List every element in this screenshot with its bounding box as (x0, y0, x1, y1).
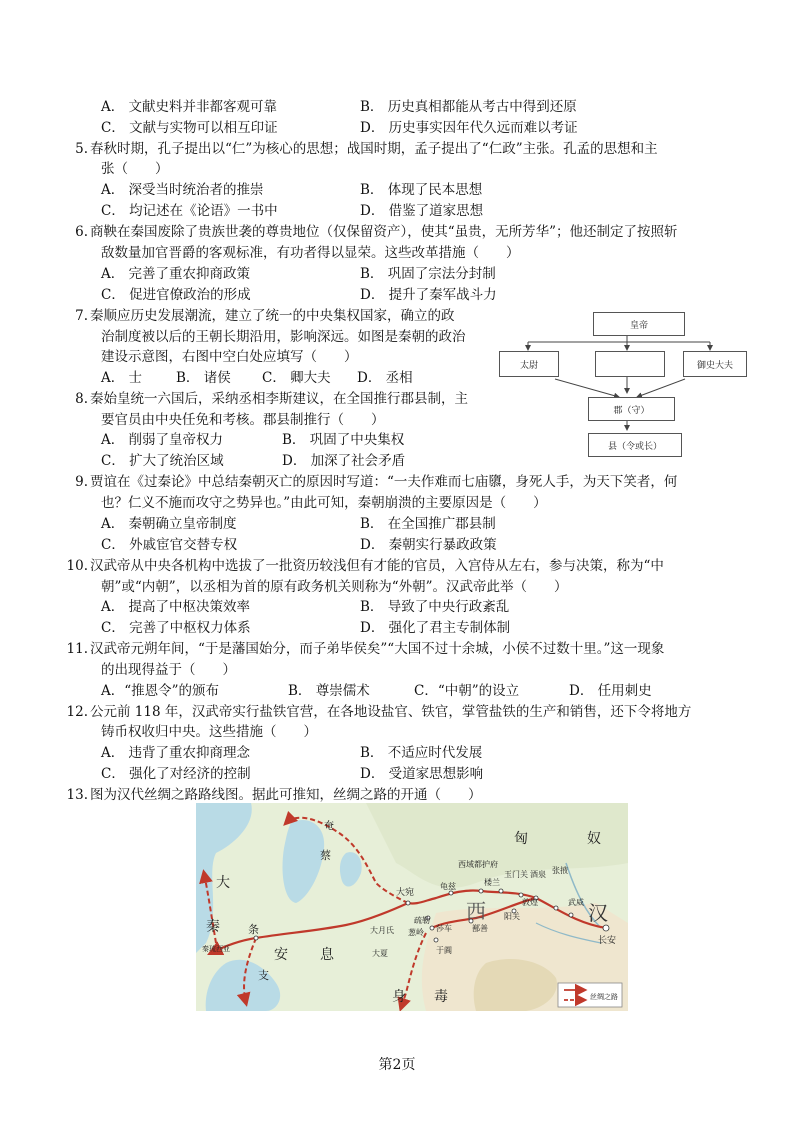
map-label: 玉门关 (504, 870, 528, 879)
map-label: 张掖 (552, 866, 568, 875)
q7-option-a: A． 士 (101, 370, 143, 386)
question-13 (62, 785, 482, 805)
q6-option-a: A． 完善了重农抑商政策 (101, 266, 251, 282)
silk-road-map (196, 803, 628, 1011)
question-number: 13. (66, 787, 88, 803)
q9-option-d: D． 秦朝实行暴政政策 (360, 537, 497, 553)
q9-option-c: C． 外戚宦官交替专权 (101, 537, 238, 553)
map-label: 阳关 (504, 912, 520, 921)
question-text: 朝”或“内朝”，以丞相为首的原有政务机关则称为“外朝”。汉武帝此举（ ） (101, 579, 568, 595)
question-number: 11. (66, 641, 88, 657)
q7-option-b: B． 诸侯 (176, 370, 231, 386)
question-11 (62, 639, 664, 659)
question-text: 春秋时期，孔子提出以“仁”为核心的思想；战国时期，孟子提出了“仁政”主张。孔孟的思想和主 (90, 141, 658, 157)
question-text: 汉武帝元朔年间，“于是藩国始分，而子弟毕侯矣”“大国不过十余城，小侯不过数十里。”这一现象 (90, 641, 665, 657)
question-text: 治制度被以后的王朝长期沿用，影响深远。如图是秦朝的政治 (101, 329, 466, 345)
question-7 (62, 306, 455, 326)
map-label: 西域都护府 (458, 860, 498, 869)
yushi-box: 御史大夫 (683, 351, 747, 377)
question-text: 的出现得益于（ ） (101, 662, 236, 678)
question-number: 7. (75, 308, 88, 324)
q4-option-c: C． 文献与实物可以相互印证 (101, 120, 278, 136)
question-text: 建设示意图，右图中空白处应填写（ ） (101, 349, 358, 365)
q10-option-b: B． 导致了中央行政紊乱 (360, 599, 510, 615)
q9-option-a: A． 秦朝确立皇帝制度 (101, 516, 237, 532)
map-label: 酒泉 (530, 870, 546, 879)
map-label: 毒 (434, 989, 448, 1005)
q11-option-d: D． 任用刺史 (569, 683, 652, 699)
map-label: 楼兰 (484, 878, 500, 887)
blank-box (595, 351, 665, 377)
q6-option-b: B． 巩固了宗法分封制 (360, 266, 496, 282)
q4-option-d: D． 历史事实因年代久远而难以考证 (360, 120, 578, 136)
map-label: 大夏 (372, 949, 388, 958)
question-text: 秦顺应历史发展潮流，建立了统一的中央集权国家，确立的政 (90, 308, 455, 324)
map-label: 葱岭 (408, 928, 424, 937)
map-label: 身 (392, 989, 406, 1005)
question-text: 商鞅在秦国废除了贵族世袭的尊贵地位（仅保留资产），使其“虽贵，无所芳华”；他还制定了按照斩 (90, 224, 678, 240)
question-text: 张（ ） (101, 161, 169, 177)
q6-option-c: C． 促进官僚政治的形成 (101, 287, 251, 303)
map-label: 鄯善 (472, 924, 488, 933)
q4-option-a: A． 文献史料并非都客观可靠 (101, 99, 278, 115)
q10-option-c: C． 完善了中枢权力体系 (101, 620, 251, 636)
question-10 (62, 556, 664, 576)
question-number: 8. (75, 391, 88, 407)
q12-option-a: A． 违背了重农抑商理念 (101, 745, 251, 761)
question-8 (62, 389, 468, 409)
question-text: 汉武帝从中央各机构中选拔了一批资历较浅但有才能的官员，入宫侍从左右，参与决策，称为“中 (90, 558, 664, 574)
question-number: 6. (75, 224, 88, 240)
map-label: 蔡 (320, 849, 331, 862)
q10-option-d: D． 强化了君主专制体制 (360, 620, 511, 636)
map-label: 息 (320, 947, 334, 963)
q5-option-c: C． 均记述在《论语》一书中 (101, 203, 278, 219)
question-text: 贾谊在《过秦论》中总结秦朝灭亡的原因时写道：“一夫作难而七庙隳，身死人手，为天下笑者，何 (90, 474, 678, 490)
map-label: 安 (274, 947, 288, 963)
q9-option-b: B． 在全国推广郡县制 (360, 516, 496, 532)
map-label: 匈 (514, 831, 528, 847)
question-number: 12. (66, 704, 88, 720)
question-9 (62, 472, 677, 492)
map-label: 奴 (587, 831, 601, 847)
q8-option-d: D． 加深了社会矛盾 (282, 453, 406, 469)
question-number: 5. (75, 141, 88, 157)
map-legend (558, 983, 622, 1007)
question-5 (62, 139, 658, 159)
question-6 (62, 222, 678, 242)
map-label: 秦 (206, 919, 220, 935)
question-text: 图为汉代丝绸之路路线图。据此可推知，丝绸之路的开通（ ） (90, 787, 482, 803)
jun-box: 郡（守） (588, 397, 675, 421)
map-label: 秦琉西亚 (202, 945, 230, 953)
q8-option-a: A． 削弱了皇帝权力 (101, 432, 224, 448)
map-label: 条 (248, 923, 259, 936)
question-text: 要官员由中央任免和考核。郡县制推行（ ） (101, 412, 385, 428)
map-label: 汉 (588, 901, 608, 925)
map-label: 莎车 (436, 924, 452, 933)
question-text: 敌数量加官晋爵的客观标准，有功者得以显荣。这些改革措施（ ） (101, 245, 520, 261)
map-label: 西 (466, 899, 486, 923)
map-label: 长安 (598, 936, 617, 946)
q8-option-b: B． 巩固了中央集权 (282, 432, 405, 448)
q11-option-c: C．“中朝”的设立 (414, 683, 520, 699)
q5-option-d: D． 借鉴了道家思想 (360, 203, 484, 219)
q4-option-b: B． 历史真相都能从考古中得到还原 (360, 99, 577, 115)
map-label: 奄 (324, 821, 334, 832)
legend-label: 丝绸之路 (590, 993, 618, 1001)
taiwei-box: 太尉 (499, 351, 559, 377)
question-text: 公元前 118 年，汉武帝实行盐铁官营，在各地设盐官、铁官，掌管盐铁的生产和销售，还下令将地方 (90, 704, 692, 720)
map-label: 支 (258, 969, 269, 982)
map-label: 大月氏 (370, 926, 394, 935)
q12-option-d: D． 受道家思想影响 (360, 766, 484, 782)
xian-box: 县（令或长） (588, 433, 682, 457)
question-number: 9. (75, 474, 88, 490)
emperor-box: 皇帝 (593, 312, 685, 336)
map-label: 龟兹 (440, 882, 456, 891)
q5-option-b: B． 体现了民本思想 (360, 182, 483, 198)
q5-option-a: A． 深受当时统治者的推崇 (101, 182, 264, 198)
q7-option-c: C． 卿大夫 (262, 370, 331, 386)
q11-option-a: A．“推恩令”的颁布 (101, 683, 220, 699)
political-structure-diagram (495, 309, 755, 459)
q7-option-d: D． 丞相 (357, 370, 413, 386)
question-12 (62, 702, 691, 722)
map-label: 疏勒 (414, 916, 430, 925)
map-label: 大 (216, 875, 230, 891)
map-label: 武威 (568, 898, 584, 907)
q8-option-c: C． 扩大了统治区域 (101, 453, 224, 469)
map-canvas (196, 803, 628, 1011)
page-footer: 第2页 (378, 1057, 416, 1073)
q6-option-d: D． 提升了秦军战斗力 (360, 287, 497, 303)
map-label: 于阗 (436, 946, 452, 955)
question-text: 秦始皇统一六国后，采纳丞相李斯建议，在全国推行郡县制，主 (90, 391, 468, 407)
q11-option-b: B． 尊崇儒术 (288, 683, 370, 699)
question-number: 10. (66, 558, 88, 574)
question-text: 铸币权收归中央。这些措施（ ） (101, 724, 317, 740)
map-label: 敦煌 (522, 898, 538, 907)
q12-option-c: C． 强化了对经济的控制 (101, 766, 251, 782)
question-text: 也？仁义不施而攻守之势异也。”由此可知，秦朝崩溃的主要原因是（ ） (101, 495, 547, 511)
q10-option-a: A． 提高了中枢决策效率 (101, 599, 251, 615)
q12-option-b: B． 不适应时代发展 (360, 745, 483, 761)
map-label: 大宛 (396, 888, 415, 898)
